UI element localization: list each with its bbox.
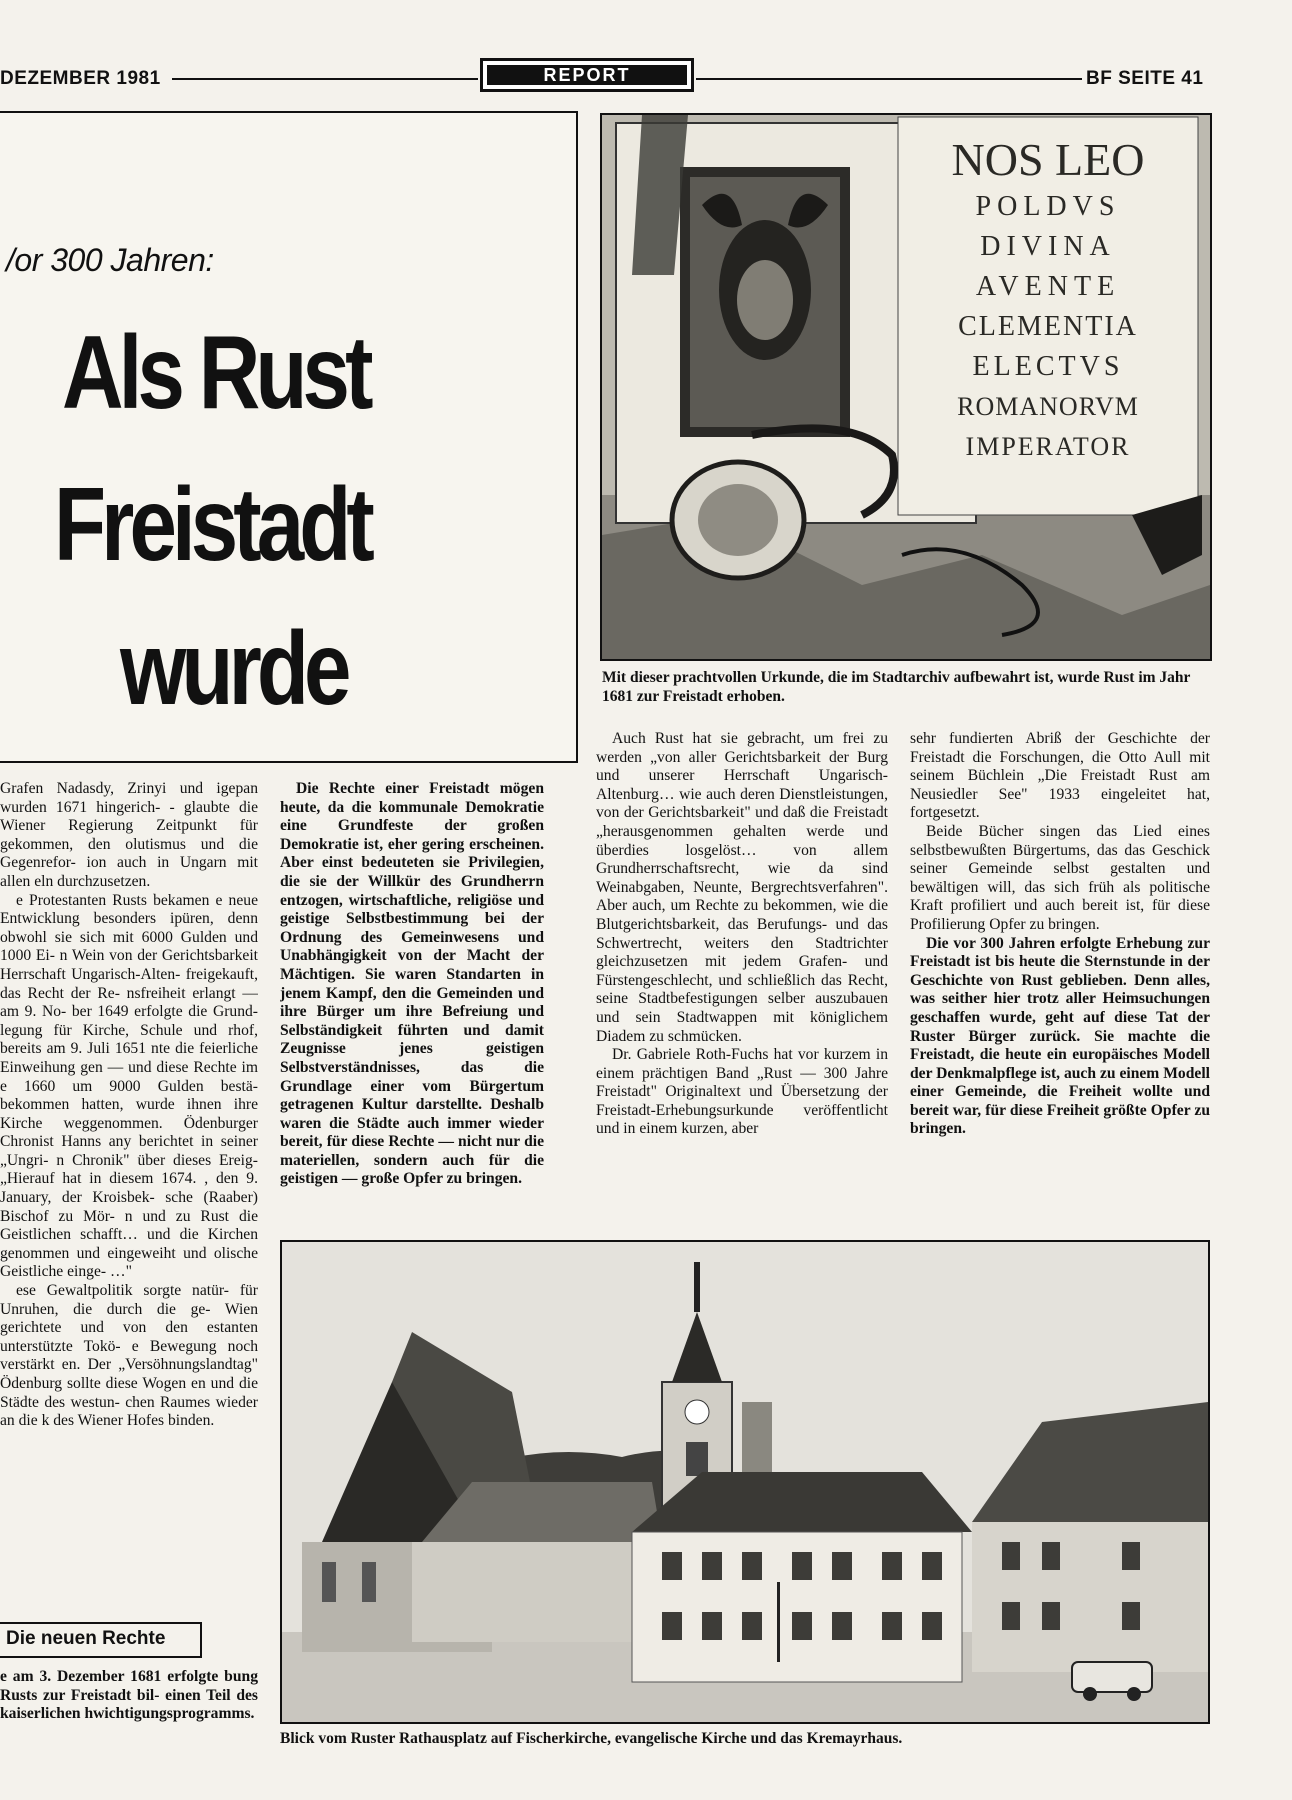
headline-line-1: Als Rust [62, 315, 369, 431]
col1b-paragraph: e am 3. Dezember 1681 erfolgte bung Rusts zur Freistadt bil- einen Teil des kaiserlichen hwichtigungsprogramms. [0, 1668, 258, 1723]
column-1 [0, 780, 258, 1602]
header-rule-right [696, 78, 1082, 80]
town-square-photo [280, 1240, 1210, 1724]
document-illustration [602, 115, 1210, 659]
col1-paragraph: Grafen Nadasdy, Zrinyi und igepan wurden 1671 hingerich- - glaubte die Wiener Regierung Zeitpunkt für gekommen, den olutismus und die Gegenrefor- ion auch in Ungarn mit allen eln durchzusetzen. [0, 780, 258, 890]
document-line: AVENTE [975, 271, 1121, 302]
col4-paragraph-bold: Die vor 300 Jahren erfolgte Erhebung zur Freistadt ist bis heute die Sternstunde in der Geschichte von Rust geblieben. Denn alles, was seither hier trotz aller Heimsuchungen geschaffen wurde, geht auf diese Tat der Ruster Bürger zurück. Sie machte die Freistadt, die heute ein europäisches Modell der Denkmalpflege ist, auch zu einem Modell einer Gemeinde, die Freiheit wollte und bereit war, für diese Freiheit größte Opfer zu bringen. [910, 934, 1210, 1138]
header-rule-left [172, 78, 478, 80]
document-line: NOS LEO [951, 134, 1145, 185]
document-line: CLEMENTIA [958, 311, 1138, 342]
photo2-caption: Blick vom Ruster Rathausplatz auf Fischerkirche, evangelische Kirche und das Kremayrhaus. [280, 1730, 903, 1747]
col4-paragraph: Beide Bücher singen das Lied eines selbstbewußten Bürgertums, das das Geschick seiner Gemeinde selbst gestalten und bewältigen will, das sich früh als politische Kraft profiliert und auch bereit ist, für diese Profilierung Opfer zu bringen. [910, 822, 1210, 933]
col3-paragraph: Dr. Gabriele Roth-Fuchs hat vor kurzem in einem prächtigen Band „Rust — 300 Jahre Freistadt" Originaltext und Übersetzung der Freistadt-Erhebungsurkunde veröffentlicht und in einem kurzen, aber [596, 1046, 888, 1138]
document-line: IMPERATOR [965, 432, 1131, 461]
col2-paragraph: Die Rechte einer Freistadt mögen heute, da die kommunale Demokratie eine Grundfeste der großen Demokratie ist, eher gering erscheinen. Aber einst bedeuteten sie Privilegien, die sie der Willkür des Grundherrn entzogen, wirtschaftliche, religiöse und geistige Selbstbestimmung bei der Ordnung des Gemeinwesens und Unabhängigkeit von der Macht der Mächtigen. Sie waren Standarten in jenem Kampf, den die Gemeinden und ihre Bürger um ihre Befreiung und Selbständigkeit führten und damit Zeugnisse jenes geistigen Selbstverständnisses, das die Grundlage einer vom Bürgertum getragenen Kultur darstellte. Deshalb waren die Städte auch immer wieder bereit, für diese Rechte — nicht nur die materiellen, sondern auch für die geistigen — große Opfer zu bringen. [280, 780, 544, 1188]
document-line: POLDVS [975, 191, 1121, 222]
document-photo [600, 113, 1212, 661]
col1-paragraph: ese Gewaltpolitik sorgte natür- für Unruhen, die durch die ge- Wien gerichtete und von den estanten unterstützte Tokö- e Bewegung noch verstärkt en. Der „Versöhnungslandtag" Ödenburg sollte diese Wogen en und die Städte des westun- chen Raumes wieder an die k des Wiener Hofes binden. [0, 1282, 258, 1430]
subhead: Die neuen Rechte [6, 1628, 166, 1649]
page-number: BF SEITE 41 [1086, 68, 1204, 89]
column-2 [280, 780, 544, 1220]
document-line: ROMANORVM [957, 392, 1139, 421]
photo1-caption: Mit dieser prachtvollen Urkunde, die im Stadtarchiv aufbewahrt ist, wurde Rust im Jahr 1681 zur Freistadt erhoben. [602, 669, 1191, 705]
section-label-box [480, 58, 694, 92]
issue-date: DEZEMBER 1981 [0, 68, 161, 89]
document-line: ELECTVS [972, 351, 1124, 382]
headline-line-2: Freistadt [54, 467, 370, 583]
col1-paragraph: e Protestanten Rusts bekamen e neue Entwicklung besonders ipüren, denn obwohl sie sich mit 6000 Gulden und 1000 Ei- n Wein von der Gerichtsbarkeit Herrschaft Ungarisch-Alten- freigekauft, das Recht der Re- nsfreiheit erlangt — am 9. No- ber 1649 erfolgte die Grund- legung für Kirche, Schule und rhof, bereits am 9. Juli 1651 nte die feierliche Einweihung gen — und diese Rechte im e 1660 um 9000 Gulden bestä- bekommen hatten, wurde ihnen ihre Kirche weggenommen. Ödenburger Chronist Hanns any berichtet in seiner „Ungri- n Chronik" über dieses Ereig- „Hierauf hat in diesem 1674. , den 9. January, der Kroisbek- sche (Raaber) Bischof zu Mör- n und zu Rust die Geistlichen schafft… und die Kirchen genommen und eingeweiht und olische Geistliche einge- …" [0, 891, 258, 1281]
kicker: /or 300 Jahren: [6, 242, 214, 278]
column-1b [0, 1668, 258, 1744]
headline-line-3: wurde [120, 611, 347, 727]
section-label: REPORT [487, 65, 687, 85]
column-4 [910, 730, 1210, 1224]
town-square-illustration [282, 1242, 1208, 1722]
col3-paragraph: Auch Rust hat sie gebracht, um frei zu werden „von aller Gerichtsbarkeit der Burg und unserer Herrschaft Ungarisch-Altenburg… wie auch deren Dienstleistungen, von der Gerichtsbarkeit" und daß die Freistadt „herausgenommen gehalten werde und überdies losgelöst… von allem Grundherrschaftsrecht, wie da sind Weinabgaben, Neunte, Bergrechtsverfahren". Aber auch, um Rechte zu bekommen, wie die Blutgerichtsbarkeit, das Berufungs- und das Schwertrecht, weiters den Stadtrichter gleichzusetzen mit jedem Grafen- und Fürstengeschlecht, und schließlich das Recht, seine Stadtbefestigungen selber auszubauen und sein Stadtwappen mit königlichem Diadem zu schmücken. [596, 730, 888, 1045]
column-3 [596, 730, 888, 1224]
document-text [952, 134, 1145, 461]
document-line: DIVINA [980, 231, 1116, 262]
col4-paragraph: sehr fundierten Abriß der Geschichte der Freistadt die Forschungen, die Otto Aull mit seinem Büchlein „Die Freistadt Rust am Neusiedler See" 1933 eingeleitet hat, fortgesetzt. [910, 730, 1210, 822]
